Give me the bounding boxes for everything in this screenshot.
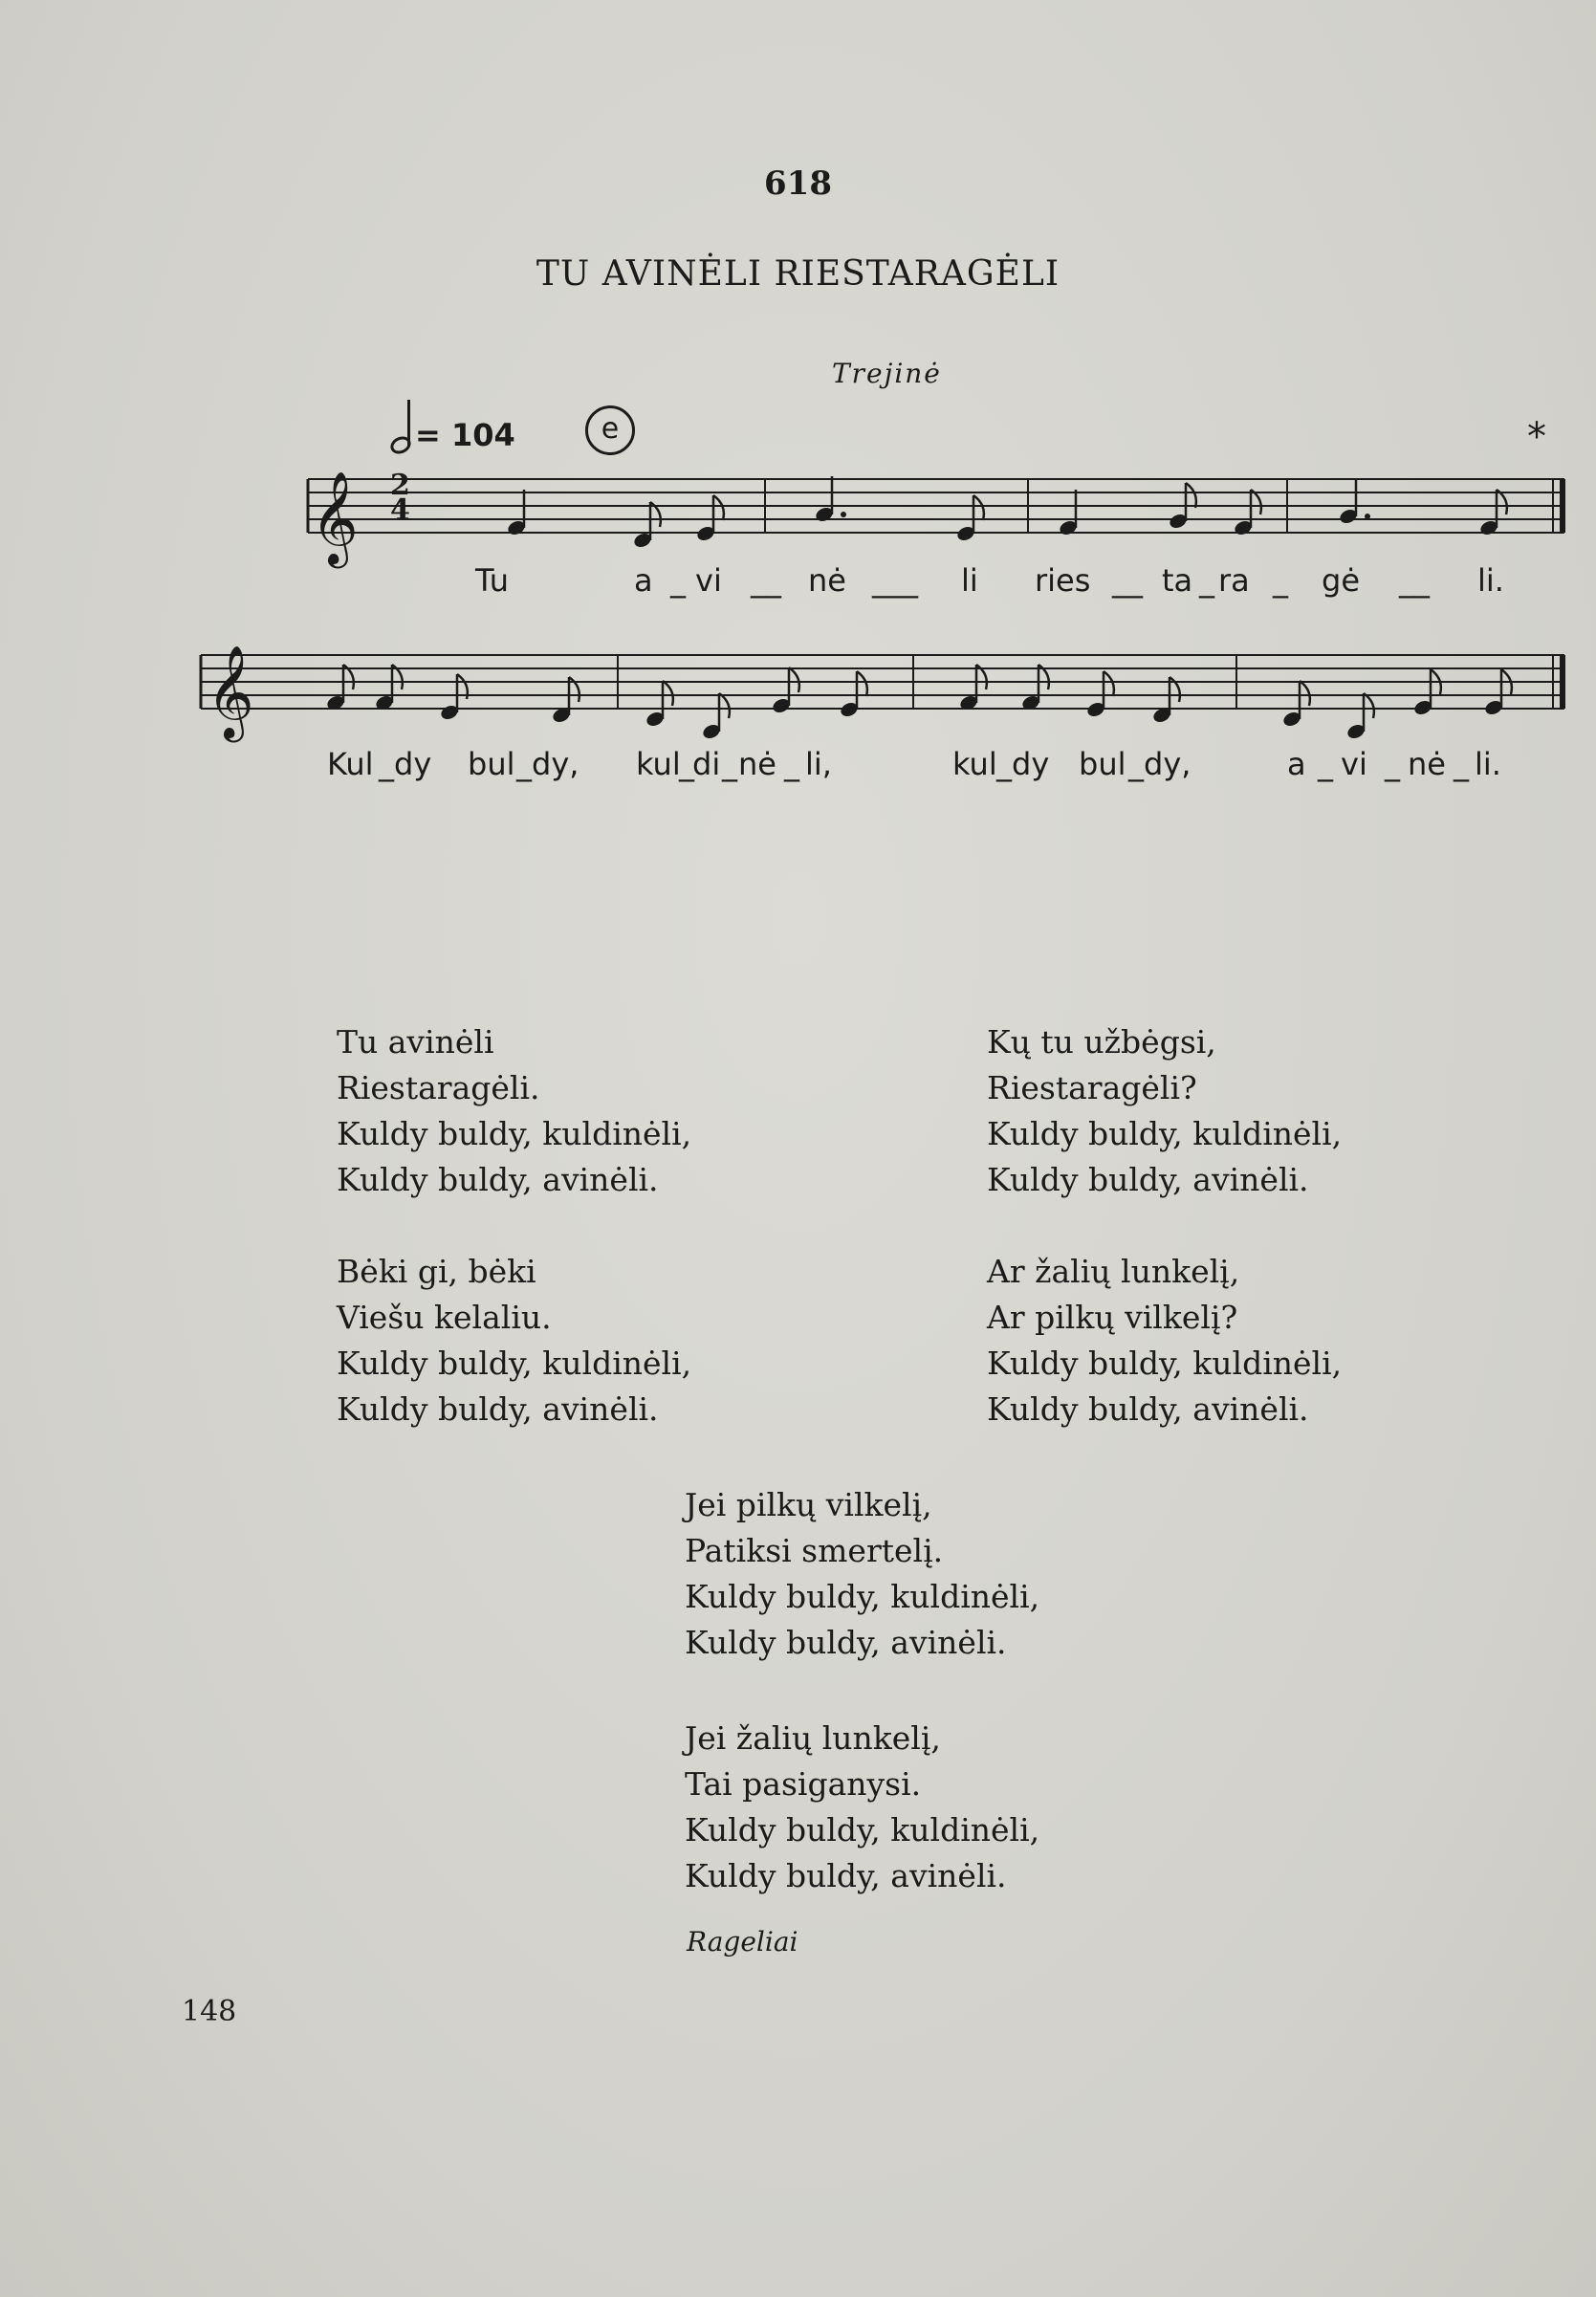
note-flag bbox=[1300, 681, 1310, 706]
note-flag bbox=[713, 495, 724, 520]
syllable: li. bbox=[1475, 746, 1501, 782]
syllable: dy bbox=[394, 746, 432, 782]
syllable: a bbox=[1287, 746, 1306, 782]
syllable: ta bbox=[1162, 562, 1193, 599]
verse-line: Riestaragėli? bbox=[987, 1069, 1197, 1106]
verse-line: Kuldy buldy, kuldinėli, bbox=[987, 1115, 1343, 1152]
verse-line: Kuldy buldy, avinėli. bbox=[685, 1857, 1007, 1894]
syllable: li, bbox=[805, 746, 832, 782]
syllable: dy bbox=[1012, 746, 1050, 782]
verse-line: Ar pilkų vilkelį? bbox=[987, 1299, 1238, 1336]
verse-line: Kuldy buldy, kuldinėli, bbox=[685, 1578, 1040, 1615]
notes-system-2 bbox=[325, 665, 1512, 741]
verse-line: Riestaragėli. bbox=[337, 1069, 540, 1106]
verse-line: Kuldy buldy, kuldinėli, bbox=[987, 1345, 1343, 1382]
verse-line: Kuldy buldy, kuldinėli, bbox=[337, 1345, 692, 1382]
book-page: 618 TU AVINĖLI RIESTARAGĖLI Trejinė = 104 e * 𝄞 𝄞 2 4 Tu a _ vi __ nė ___ li ries __ ta _ ra _ gė __ li. Kul _ dy bul _ dy, kul _ di _ nė _ li, kul _ dy bul _ dy, a _ vi _ nė _ li. Tu avinėli Riestaragėli. Kuldy buldy, kuldinėli, Kuldy buldy, avinėli. Kų tu užbėgsi, Riestaragėli? Kuldy buldy, kuldinėli, Kuldy buldy, avinėli. Bėki gi, bėki Viešu kelaliu. Kuldy buldy, kuldinėli, Kuldy buldy, avinėli. Ar žalių lunkelį, Ar pilkų vilkelį? Kuldy buldy, kuldinėli, Kuldy buldy, avinėli. Jei pilkų vilkelį, Patiksi smertelį. Kuldy buldy, kuldinėli, Kuldy buldy, avinėli. Jei žalių lunkelį, Tai pasiganysi. Kuldy buldy, kuldinėli, Kuldy buldy, avinėli. Rageliai 148 bbox=[0, 0, 1596, 2297]
time-signature-bottom: 4 bbox=[390, 493, 410, 527]
notes-system-1 bbox=[506, 476, 1507, 550]
tempo-value: = 104 bbox=[415, 417, 515, 453]
verse-line: Bėki gi, bėki bbox=[337, 1253, 536, 1290]
verse-line: Kuldy buldy, avinėli. bbox=[337, 1390, 659, 1428]
stanza-3 bbox=[337, 1249, 691, 1433]
syllable: li bbox=[961, 562, 978, 599]
note-flag bbox=[1104, 671, 1114, 696]
verse-line: Kuldy buldy, avinėli. bbox=[685, 1624, 1007, 1661]
syllable: Kul bbox=[327, 746, 374, 782]
verse-line: Kuldy buldy, avinėli. bbox=[337, 1161, 659, 1198]
syllable: nė bbox=[1408, 746, 1446, 782]
note-dot bbox=[1365, 514, 1370, 519]
verse-line: Viešu kelaliu. bbox=[337, 1299, 552, 1336]
verse-line: Jei pilkų vilkelį, bbox=[685, 1486, 932, 1523]
verse-line: Ar žalių lunkelį, bbox=[987, 1253, 1240, 1290]
treble-clef-icon: 𝄞 bbox=[311, 470, 359, 564]
stanza-4 bbox=[987, 1249, 1342, 1433]
syllable: nė bbox=[738, 746, 776, 782]
verse-line: Kuldy buldy, avinėli. bbox=[987, 1390, 1309, 1428]
syllable: bul bbox=[1079, 746, 1126, 782]
note-dot bbox=[841, 512, 846, 517]
syllable: bul bbox=[468, 746, 515, 782]
verse-line: Jei žalių lunkelį, bbox=[685, 1719, 941, 1757]
staff-system-1 bbox=[308, 479, 1564, 533]
syllable: Tu bbox=[475, 562, 509, 599]
music-notation bbox=[0, 0, 1596, 784]
staff-system-2 bbox=[201, 655, 1564, 709]
verse-line: Kuldy buldy, avinėli. bbox=[987, 1161, 1309, 1198]
syllable: dy, bbox=[1144, 746, 1192, 782]
verse-line: Tai pasiganysi. bbox=[685, 1765, 922, 1803]
stanza-5 bbox=[685, 1482, 1039, 1666]
note-flag bbox=[719, 693, 730, 718]
note-flag bbox=[789, 667, 799, 692]
asterisk-mark: * bbox=[1527, 415, 1546, 459]
syllable: nė bbox=[808, 562, 846, 599]
verse-line: Patiksi smertelį. bbox=[685, 1532, 944, 1569]
syllable: ra bbox=[1218, 562, 1250, 599]
syllable: kul bbox=[636, 746, 681, 782]
syllable: vi bbox=[1341, 746, 1367, 782]
verse-line: Tu avinėli bbox=[337, 1023, 494, 1061]
verse-line: Kuldy buldy, kuldinėli, bbox=[337, 1115, 692, 1152]
stanza-6 bbox=[685, 1716, 1039, 1899]
syllable: gė bbox=[1322, 562, 1360, 599]
syllable: a bbox=[634, 562, 653, 599]
note-flag bbox=[1186, 483, 1196, 508]
folio-number: 148 bbox=[182, 1995, 237, 2028]
time-signature-top: 2 bbox=[390, 469, 410, 502]
syllable: di bbox=[692, 746, 721, 782]
stanza-2 bbox=[987, 1019, 1342, 1203]
mode-mark: e bbox=[585, 405, 635, 455]
verse-line: Kų tu užbėgsi, bbox=[987, 1023, 1216, 1061]
syllable: li. bbox=[1477, 562, 1504, 599]
syllable: dy, bbox=[532, 746, 579, 782]
note-flag bbox=[857, 671, 867, 696]
page-number: 618 bbox=[764, 164, 832, 203]
note-flag bbox=[663, 681, 673, 706]
collection-place: Rageliai bbox=[687, 1926, 798, 1958]
song-title: TU AVINĖLI RIESTARAGĖLI bbox=[536, 254, 1060, 294]
genre-label: Trejinė bbox=[832, 358, 942, 389]
note-flag bbox=[1170, 677, 1180, 702]
treble-clef-icon: 𝄞 bbox=[207, 645, 254, 738]
note-flag bbox=[1364, 693, 1374, 718]
syllable: ries bbox=[1035, 562, 1091, 599]
note-flag bbox=[973, 495, 984, 520]
stanza-1 bbox=[337, 1019, 691, 1203]
verse-line: Kuldy buldy, kuldinėli, bbox=[685, 1811, 1040, 1849]
note-flag bbox=[569, 677, 579, 702]
syllable: vi bbox=[695, 562, 722, 599]
syllable: kul bbox=[952, 746, 997, 782]
